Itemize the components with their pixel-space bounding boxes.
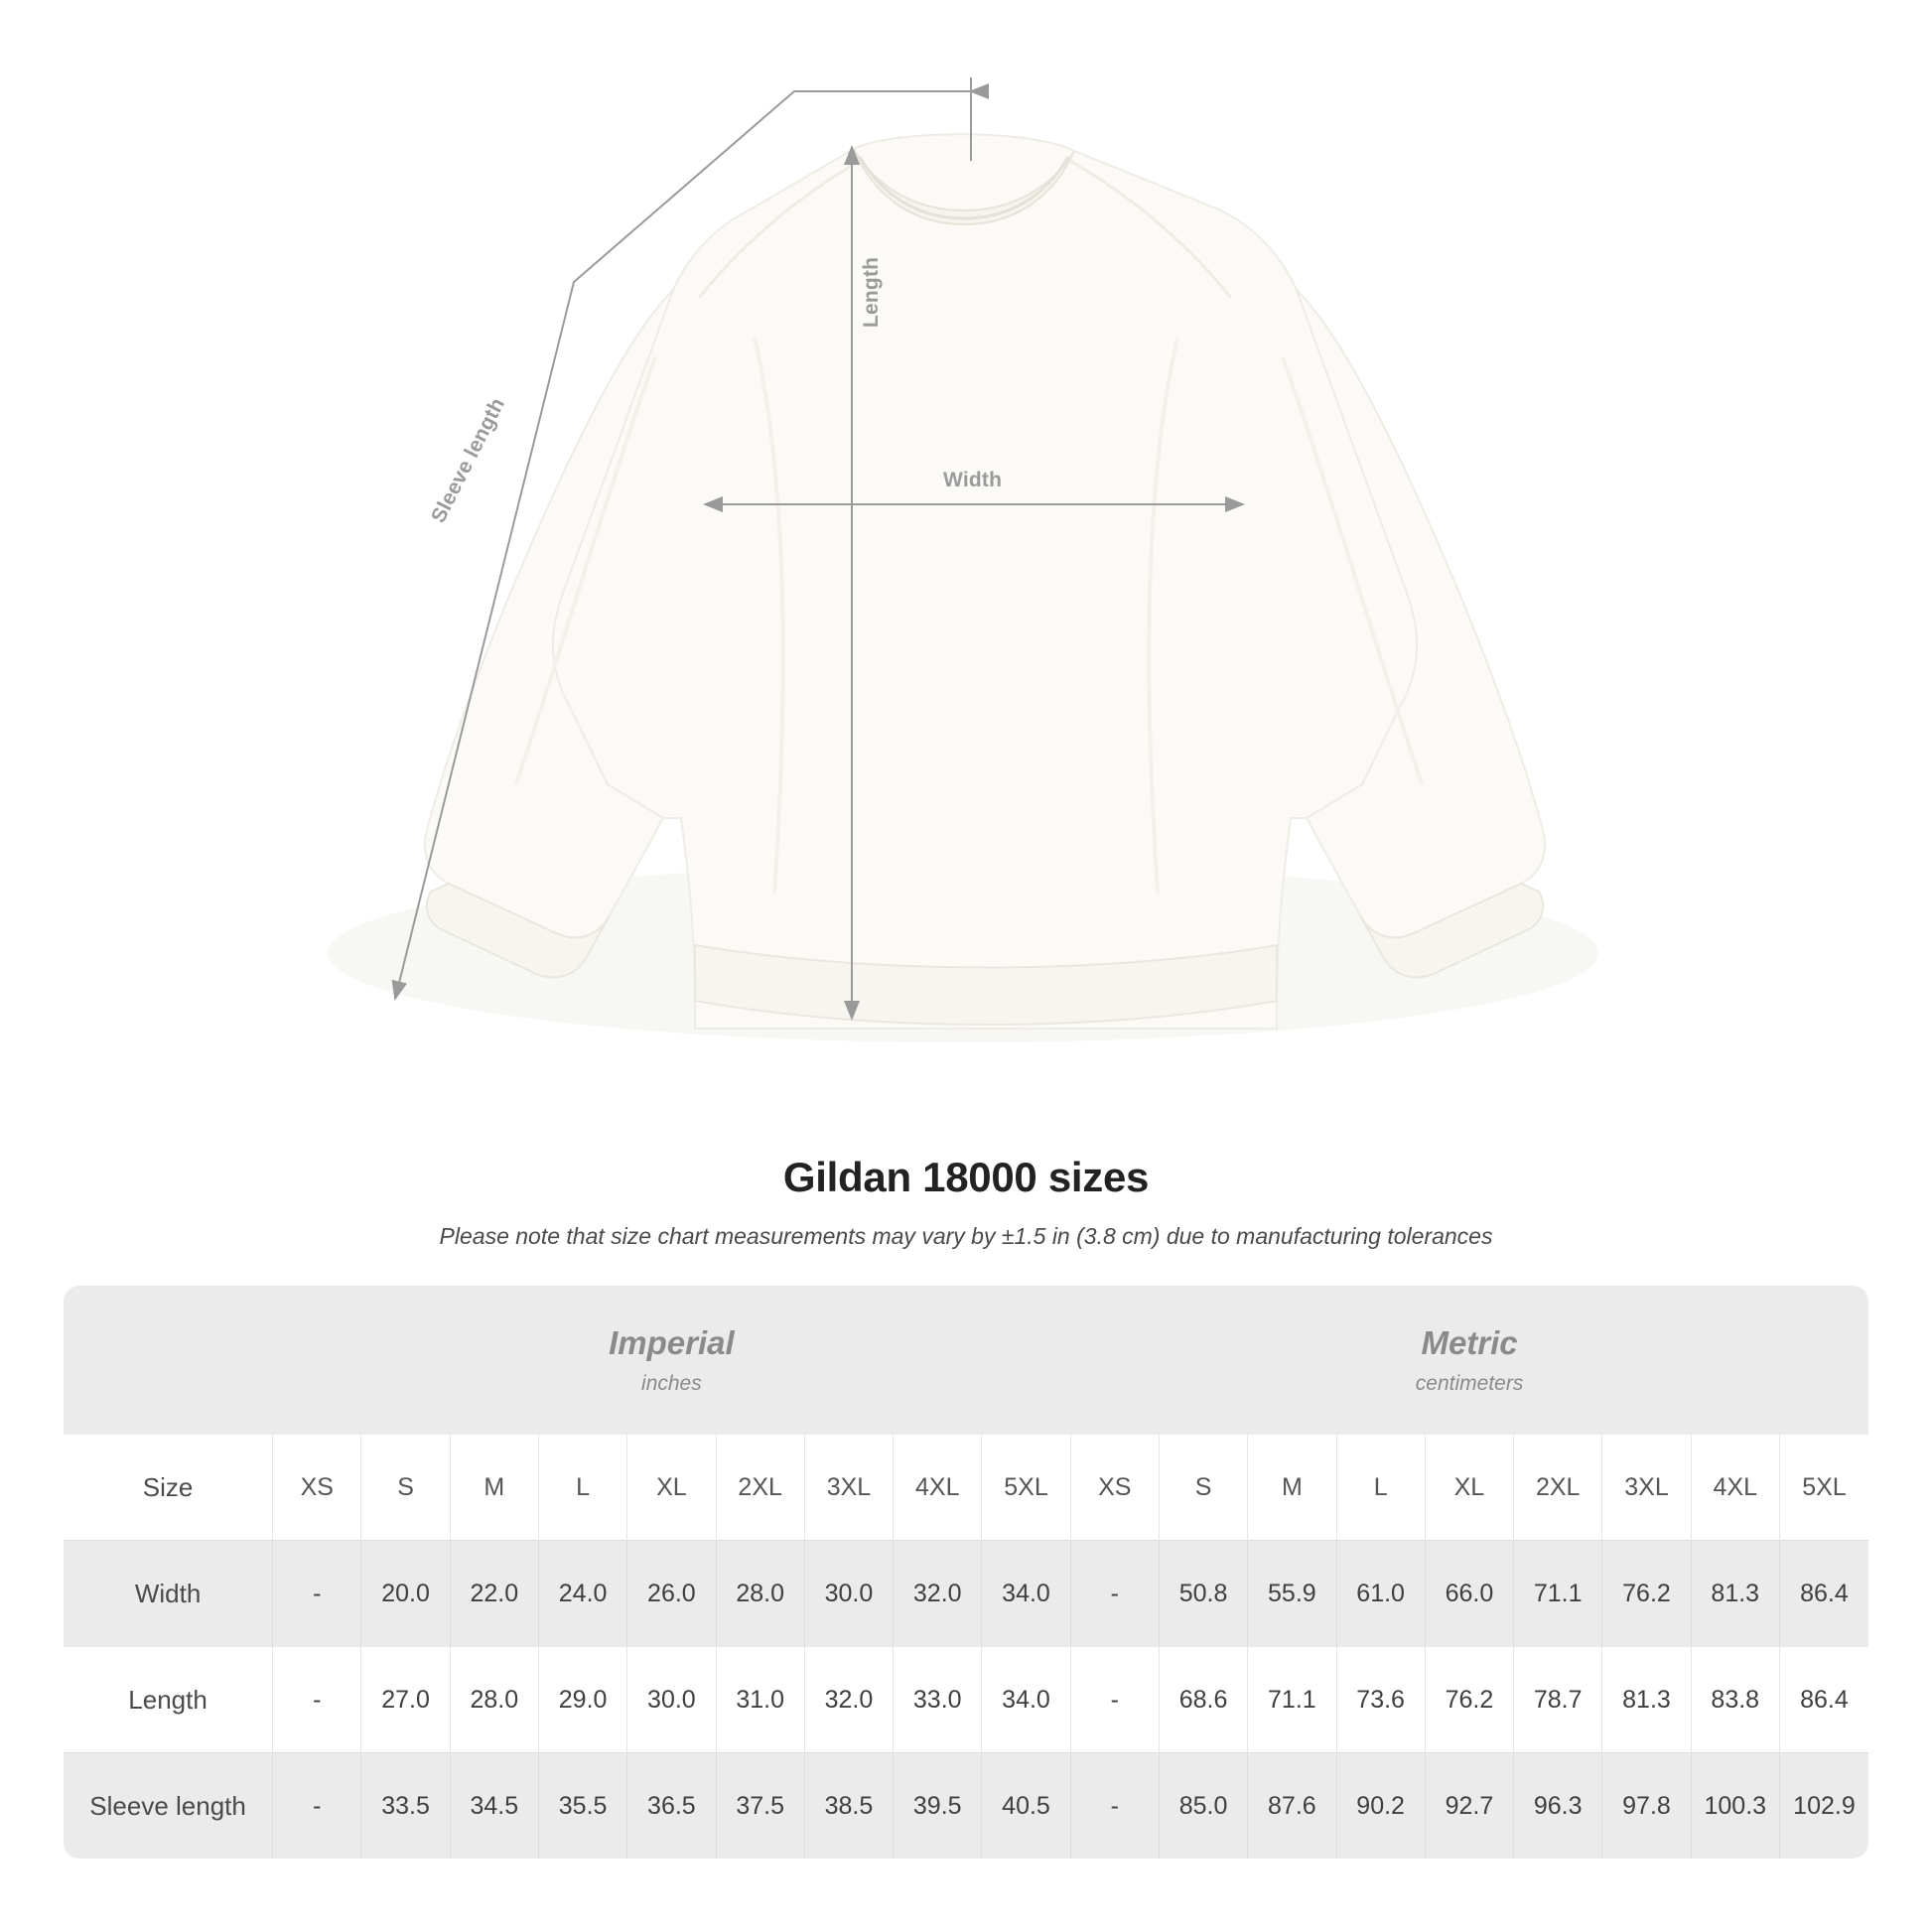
cell-length-imperial-3xl: 32.0 [804, 1647, 893, 1753]
cell-length-metric-s: 68.6 [1159, 1647, 1247, 1753]
cell-sleeve-metric-xl: 92.7 [1425, 1753, 1513, 1860]
cell-sleeve-metric-s: 85.0 [1159, 1753, 1247, 1860]
cell-width-imperial-2xl: 28.0 [716, 1541, 804, 1647]
size-table-wrapper [64, 1286, 1868, 1859]
size-header-metric-s: S [1159, 1435, 1247, 1541]
sleeve-length-dimension-label: Sleeve length [427, 394, 510, 527]
size-header-metric-3xl: 3XL [1602, 1435, 1691, 1541]
size-header-label: Size [64, 1435, 273, 1541]
cell-sleeve-imperial-3xl: 38.5 [804, 1753, 893, 1860]
cell-length-metric-5xl: 86.4 [1779, 1647, 1868, 1753]
size-header-metric-xl: XL [1425, 1435, 1513, 1541]
size-header-imperial-m: M [450, 1435, 538, 1541]
unit-sub-imperial: inches [641, 1372, 702, 1395]
tolerance-note: Please note that size chart measurements may vary by ±1.5 in (3.8 cm) due to manufacturing tolerances [439, 1223, 1493, 1249]
size-header-metric-4xl: 4XL [1691, 1435, 1779, 1541]
size-header-metric-xs: XS [1070, 1435, 1159, 1541]
cell-length-imperial-xl: 30.0 [627, 1647, 716, 1753]
cell-sleeve-imperial-2xl: 37.5 [716, 1753, 804, 1860]
cell-length-imperial-2xl: 31.0 [716, 1647, 804, 1753]
size-header-metric-l: L [1336, 1435, 1425, 1541]
size-header-imperial-s: S [361, 1435, 450, 1541]
cell-length-metric-3xl: 81.3 [1602, 1647, 1691, 1753]
cell-sleeve-metric-2xl: 96.3 [1514, 1753, 1602, 1860]
page-title: Gildan 18000 sizes [782, 1154, 1150, 1200]
cell-sleeve-metric-xs: - [1070, 1753, 1159, 1860]
cell-sleeve-metric-4xl: 100.3 [1691, 1753, 1779, 1860]
size-header-imperial-5xl: 5XL [982, 1435, 1070, 1541]
cell-sleeve-imperial-m: 34.5 [450, 1753, 538, 1860]
cell-width-imperial-xl: 26.0 [627, 1541, 716, 1647]
size-header-imperial-3xl: 3XL [804, 1435, 893, 1541]
cell-length-imperial-m: 28.0 [450, 1647, 538, 1753]
cell-length-imperial-xs: - [273, 1647, 361, 1753]
cell-width-metric-3xl: 76.2 [1602, 1541, 1691, 1647]
cell-length-imperial-l: 29.0 [538, 1647, 626, 1753]
row-label-sleeve-length: Sleeve length [64, 1753, 273, 1860]
cell-length-metric-4xl: 83.8 [1691, 1647, 1779, 1753]
row-label-width: Width [64, 1541, 273, 1647]
title-block [0, 1154, 1932, 1250]
cell-length-metric-m: 71.1 [1248, 1647, 1336, 1753]
cell-width-imperial-4xl: 32.0 [894, 1541, 982, 1647]
cell-sleeve-imperial-xs: - [273, 1753, 361, 1860]
unit-name-imperial: Imperial [609, 1324, 735, 1361]
cell-sleeve-metric-m: 87.6 [1248, 1753, 1336, 1860]
cell-width-imperial-5xl: 34.0 [982, 1541, 1070, 1647]
cell-width-metric-xs: - [1070, 1541, 1159, 1647]
cell-width-imperial-3xl: 30.0 [804, 1541, 893, 1647]
cell-sleeve-imperial-4xl: 39.5 [894, 1753, 982, 1860]
cell-sleeve-metric-l: 90.2 [1336, 1753, 1425, 1860]
table-row [64, 1541, 1868, 1647]
sweatshirt-shape [425, 134, 1545, 1029]
size-header-imperial-4xl: 4XL [894, 1435, 982, 1541]
cell-length-imperial-5xl: 34.0 [982, 1647, 1070, 1753]
cell-sleeve-imperial-5xl: 40.5 [982, 1753, 1070, 1860]
cell-width-metric-l: 61.0 [1336, 1541, 1425, 1647]
table-row [64, 1753, 1868, 1860]
length-dimension-label: Length [860, 256, 883, 328]
cell-sleeve-metric-5xl: 102.9 [1779, 1753, 1868, 1860]
cell-sleeve-imperial-l: 35.5 [538, 1753, 626, 1860]
cell-width-imperial-l: 24.0 [538, 1541, 626, 1647]
unit-header-row [64, 1286, 1868, 1435]
table-row [64, 1647, 1868, 1753]
cell-width-metric-s: 50.8 [1159, 1541, 1247, 1647]
size-header-metric-m: M [1248, 1435, 1336, 1541]
cell-width-metric-xl: 66.0 [1425, 1541, 1513, 1647]
cell-length-imperial-s: 27.0 [361, 1647, 450, 1753]
size-header-metric-5xl: 5XL [1779, 1435, 1868, 1541]
cell-width-metric-m: 55.9 [1248, 1541, 1336, 1647]
unit-header-imperial [273, 1286, 1071, 1435]
cell-length-metric-2xl: 78.7 [1514, 1647, 1602, 1753]
cell-sleeve-imperial-s: 33.5 [361, 1753, 450, 1860]
cell-width-imperial-s: 20.0 [361, 1541, 450, 1647]
size-header-imperial-xl: XL [627, 1435, 716, 1541]
unit-header-metric [1070, 1286, 1868, 1435]
cell-length-metric-l: 73.6 [1336, 1647, 1425, 1753]
width-dimension-label: Width [943, 469, 1003, 491]
cell-length-metric-xs: - [1070, 1647, 1159, 1753]
cell-width-imperial-m: 22.0 [450, 1541, 538, 1647]
cell-width-metric-5xl: 86.4 [1779, 1541, 1868, 1647]
unit-sub-metric: centimeters [1415, 1372, 1524, 1395]
cell-sleeve-imperial-xl: 36.5 [627, 1753, 716, 1860]
cell-width-imperial-xs: - [273, 1541, 361, 1647]
unit-name-metric: Metric [1421, 1324, 1518, 1361]
size-table [64, 1286, 1868, 1859]
size-header-imperial-l: L [538, 1435, 626, 1541]
size-header-imperial-xs: XS [273, 1435, 361, 1541]
size-header-row [64, 1435, 1868, 1541]
row-label-length: Length [64, 1647, 273, 1753]
size-header-imperial-2xl: 2XL [716, 1435, 804, 1541]
cell-width-metric-2xl: 71.1 [1514, 1541, 1602, 1647]
cell-length-metric-xl: 76.2 [1425, 1647, 1513, 1753]
size-header-metric-2xl: 2XL [1514, 1435, 1602, 1541]
cell-length-imperial-4xl: 33.0 [894, 1647, 982, 1753]
cell-sleeve-metric-3xl: 97.8 [1602, 1753, 1691, 1860]
unit-header-spacer [64, 1286, 273, 1435]
cell-width-metric-4xl: 81.3 [1691, 1541, 1779, 1647]
